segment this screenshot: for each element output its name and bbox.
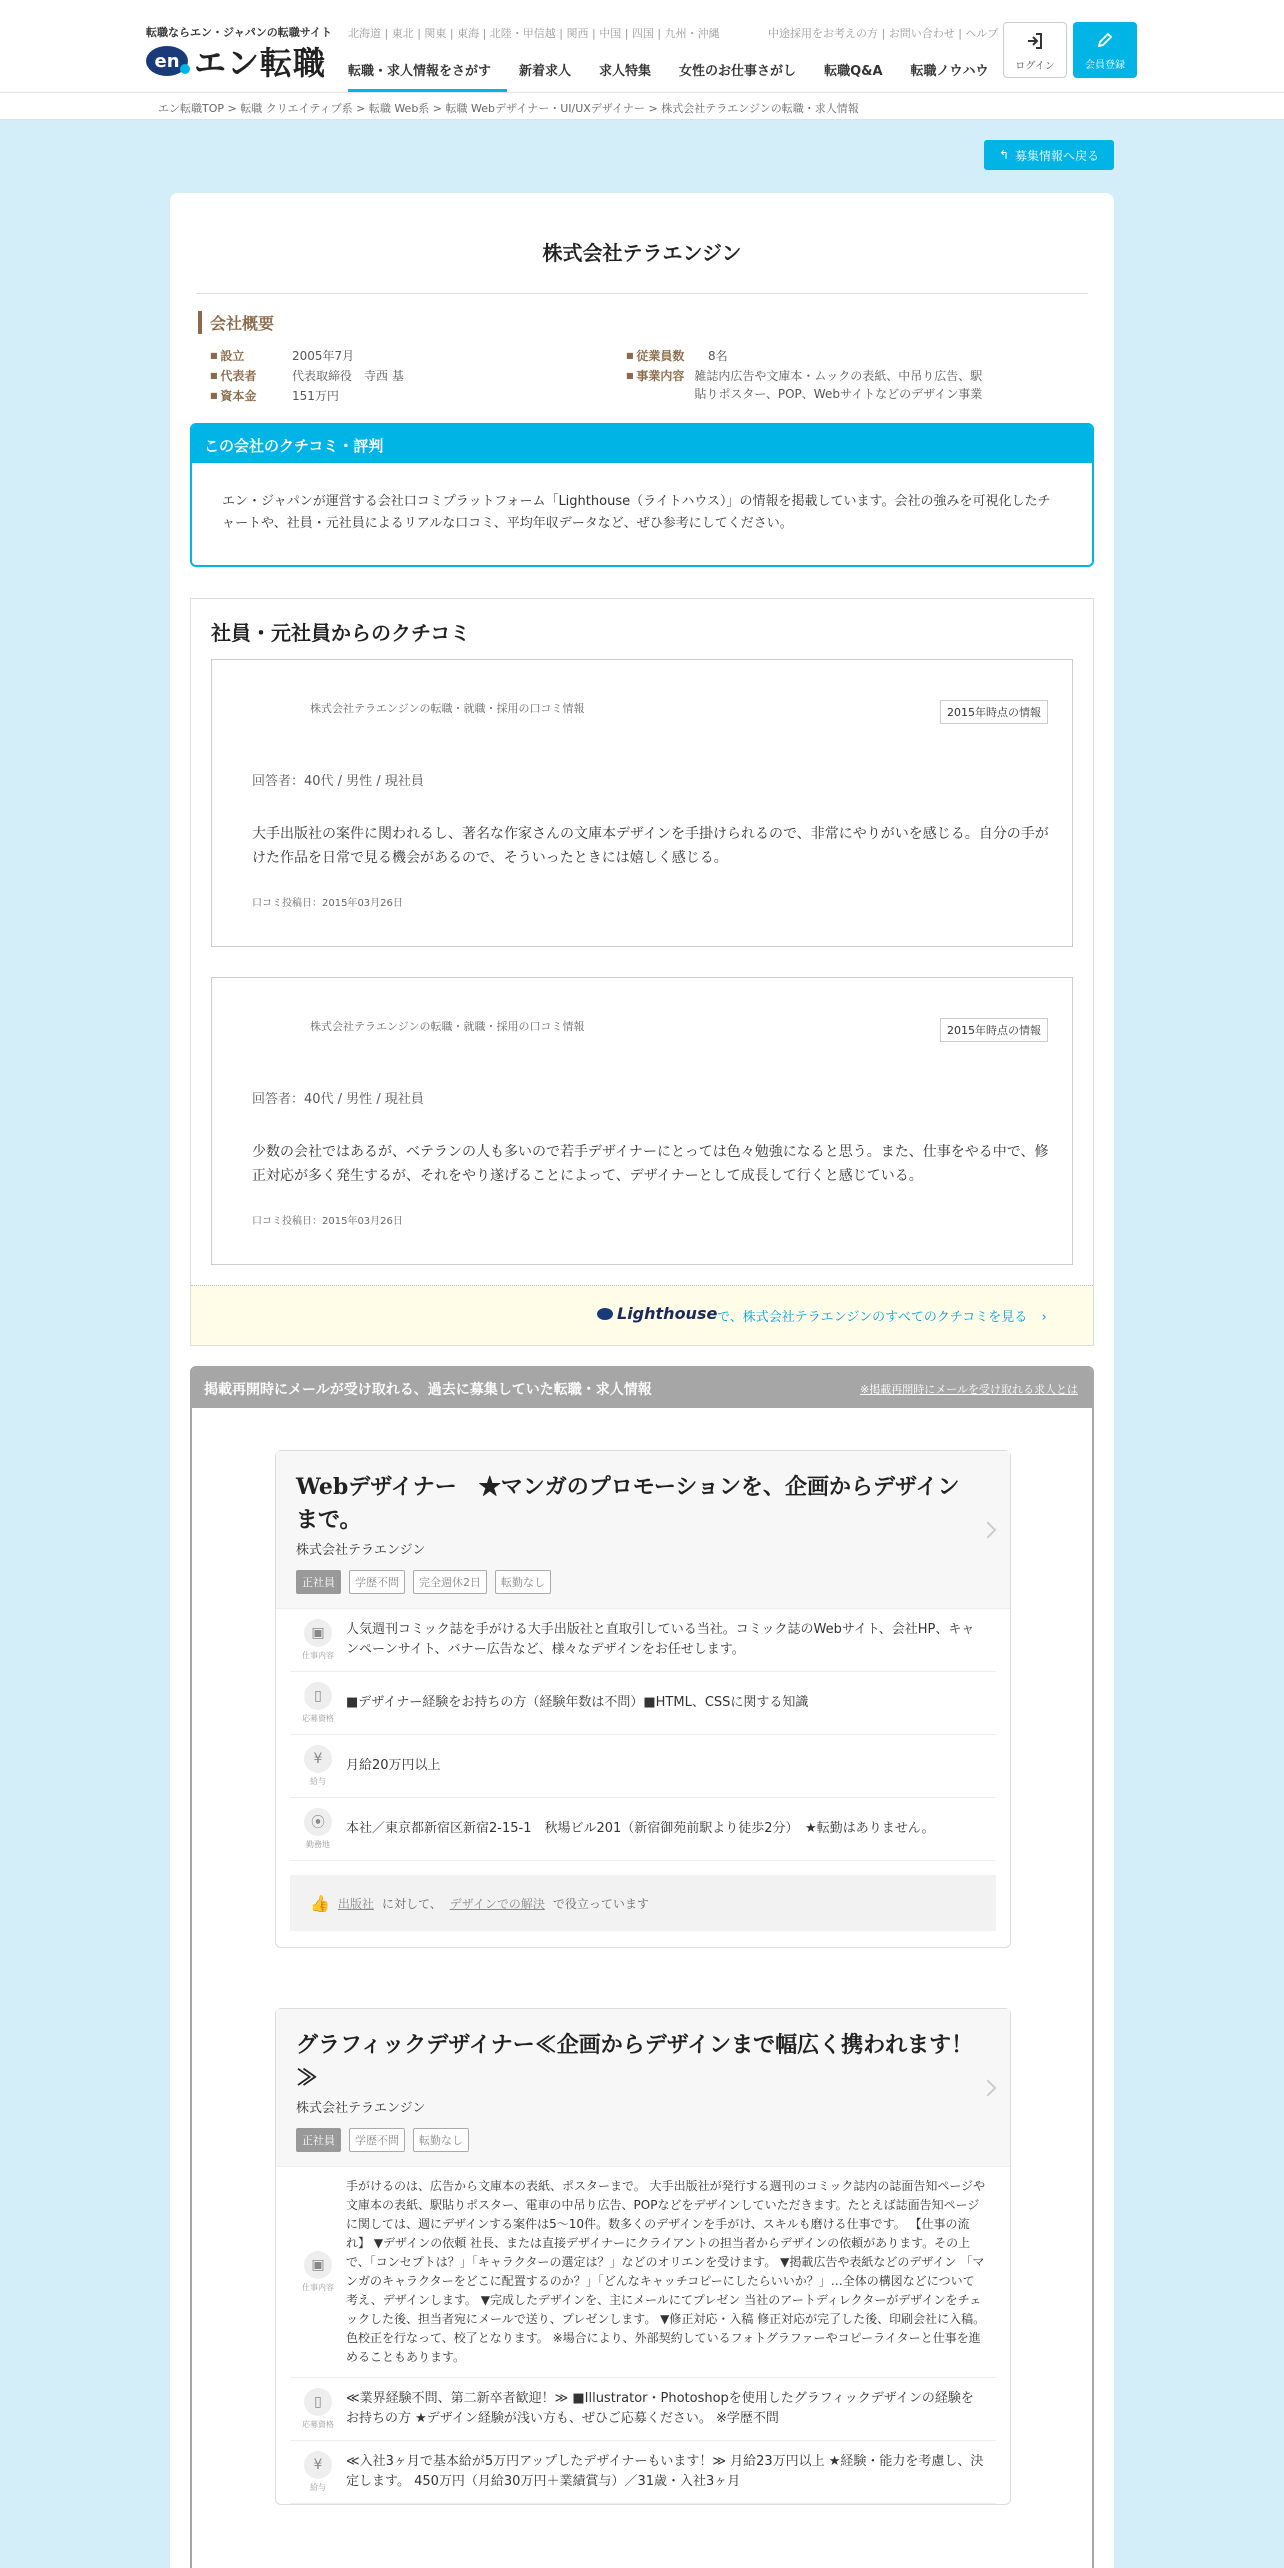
- map-pin-icon: ⦿: [304, 1808, 332, 1836]
- breadcrumb-bar: [0, 92, 1284, 120]
- overview-row: [626, 367, 986, 403]
- job-tags: [296, 1570, 990, 1594]
- kuchikomi-box-text: エン・ジャパンが運営する会社口コミプラットフォーム「Lighthouse（ライトハウス）」の情報を掲載しています。会社の強みを可視化したチャートや、社員・元社員によるリアルな口コミ、平均年収データなど、ぜひ参考にしてください。: [222, 494, 1051, 531]
- back-button-label: 募集情報へ戻る: [1015, 148, 1100, 163]
- region-links[interactable]: 北海道 | 東北 | 関東 | 東海 | 北陸・甲信越 | 関西 | 中国 | 四国 | 九州・沖縄: [348, 27, 720, 40]
- footer-link-publisher[interactable]: 出版社: [337, 1896, 374, 1911]
- page-title: 株式会社テラエンジン: [542, 241, 742, 265]
- job-tag: 学歴不問: [349, 1570, 405, 1594]
- job-work-text: 人気週刊コミック誌を手がける大手出版社と直取引している当社。コミック誌のWebサイト、会社HP、キャンペーンサイト、バナー広告など、様々なデザインをお任せします。: [346, 1622, 975, 1657]
- job-salary-row: [290, 1735, 996, 1798]
- logo-text: エン転職: [194, 44, 327, 82]
- row-icon-label: 仕事内容: [302, 1651, 334, 1660]
- row-icon: [290, 1745, 346, 1787]
- row-icon: [290, 1619, 346, 1661]
- job-company: 株式会社テラエンジン: [296, 2101, 426, 2116]
- row-icon-label: 給与: [310, 1777, 326, 1786]
- thumbs-up-icon: 👍: [310, 1893, 330, 1913]
- overview-value: 代表取締役 寺西 基: [292, 369, 404, 383]
- overview-value: 8名: [708, 349, 728, 363]
- job-work-text: 手がけるのは、広告から文庫本の表紙、ポスターまで。 大手出版社が発行する週刊のコミック誌内の誌面告知ページや文庫本の表紙、駅貼りポスター、電車の中吊り広告、POPなどをデザインしていただきます。たとえば誌面告知ページに関しては、週にデザインする案件は5～10件。数多くのデザインを手がけ、スキルも磨ける仕事です。 【仕事の流れ】 ▼デザインの依頼 社長、または直接デザイナーにクライアントの担当者からデザインの依頼があります。その上で、「コンセプトは？」「キャラクターの選定は？」などのオリエンを受けます。 ▼掲載広告や表紙などのデザイン 「マンガのキャラクターをどこに配置するのか？」「どんなキャッチコピーにしたらいいか？」…全体の構図などについて考え、デザインします。 ▼完成したデザインを、主にメールにてプレゼン 当社のアートディレクターがデザインをチェックした後、担当者宛にメールで送り、プレゼンします。 ▼修正対応・入稿 修正対応が完了した後、印刷会社に入稿。色校正を行なって、校了となります。 ※場合により、外部契約しているフォトグラファーやコピーライターと仕事を進めることもあります。: [346, 2179, 986, 2364]
- job-title[interactable]: グラフィックデザイナー≪企画からデザインまで幅広く携われます！≫: [296, 2032, 974, 2091]
- overview-value: 151万円: [292, 389, 339, 403]
- job-card-header[interactable]: [276, 1451, 1010, 1609]
- review-card: [211, 977, 1073, 1265]
- reviews-section: [190, 598, 1094, 1346]
- nav-qa[interactable]: 転職Q&A: [824, 64, 883, 79]
- review-year-badge: 2015年時点の情報: [940, 700, 1048, 724]
- en-logo-icon: en: [146, 46, 188, 76]
- review-date: 口コミ投稿日：2015年03月26日: [252, 898, 403, 909]
- site-logo[interactable]: [146, 38, 326, 84]
- briefcase-icon: ▣: [304, 2251, 332, 2279]
- past-jobs-help-link[interactable]: ※掲載再開時にメールを受け取れる求人とは: [860, 1383, 1078, 1396]
- review-body: 大手出版社の案件に関われるし、著名な作家さんの文庫本デザインを手掛けられるので、非常にやりがいを感じる。自分の手がけた作品を日常で見る機会があるので、そういったときには嬉しく感じる。: [252, 826, 1049, 866]
- job-location-text: 本社／東京都新宿区新宿2-15-1 秋場ビル201（新宿御苑前駅より徒歩2分） ★転勤はありません。: [346, 1821, 935, 1836]
- bookmark-icon: ▯: [304, 2388, 332, 2416]
- past-jobs-section: [190, 1366, 1094, 2568]
- row-icon: [290, 2251, 346, 2293]
- overview-value: 雑誌内広告や文庫本・ムックの表紙、中吊り広告、駅貼りポスター、POP、Webサイトなどのデザイン事業: [694, 369, 983, 401]
- job-qualification-text: ■デザイナー経験をお持ちの方（経験年数は不問）■HTML、CSSに関する知識: [346, 1695, 809, 1710]
- review-source: 株式会社テラエンジンの転職・就職・採用の口コミ情報: [310, 702, 585, 715]
- job-card-header[interactable]: [276, 2009, 1010, 2167]
- chevron-right-icon[interactable]: [980, 1521, 997, 1538]
- site-header: [0, 0, 1284, 92]
- review-body: 少数の会社ではあるが、ベテランの人も多いので若手デザイナーにとっては色々勉強になると思う。また、仕事をやる中で、修正対応が多く発生するが、それをやり遂げることによって、デザイナーとして成長して行くと感じている。: [252, 1144, 1049, 1184]
- logo-tagline: 転職ならエン・ジャパンの転職サイト: [146, 26, 333, 39]
- job-qualification-row: [290, 2378, 996, 2441]
- job-work-row: [290, 1609, 996, 1672]
- review-respondent: 回答者：40代 / 男性 / 現社員: [252, 774, 424, 789]
- kuchikomi-info-box: [190, 423, 1094, 567]
- lighthouse-logo-text: Lighthouse: [617, 1304, 718, 1323]
- kuchikomi-box-heading: この会社のクチコミ・評判: [192, 425, 1092, 463]
- job-qualification-text: ≪業界経験不問、第二新卒者歓迎！≫ ■Illustrator・Photoshopを使用したグラフィックデザインの経験をお持ちの方 ★デザイン経験が浅い方も、ぜひご応募ください。 ※学歴不問: [346, 2391, 974, 2426]
- lighthouse-bar: [191, 1285, 1093, 1345]
- job-salary-row: [290, 2441, 996, 2504]
- chevron-right-icon: ›: [1041, 1310, 1047, 1325]
- job-footer: [290, 1875, 996, 1931]
- job-salary-text: ≪入社3ヶ月で基本給が5万円アップしたデザイナーもいます！≫ 月給23万円以上 ★経験・能力を考慮し、決定します。 450万円（月給30万円＋業績賞与）／31歳・入社3ヶ月: [346, 2454, 984, 2489]
- breadcrumb[interactable]: エン転職TOP > 転職 クリエイティブ系 > 転職 Web系 > 転職 Webデザイナー・UI/UXデザイナー > 株式会社テラエンジンの転職・求人情報: [158, 102, 859, 115]
- job-card[interactable]: [275, 1450, 1011, 1948]
- nav-women-jobs[interactable]: 女性のお仕事さがし: [679, 64, 797, 79]
- nav-new-jobs[interactable]: 新着求人: [519, 64, 572, 79]
- row-icon: [290, 1682, 346, 1724]
- pencil-icon: [1095, 30, 1115, 50]
- divider: [196, 293, 1088, 294]
- lighthouse-logo-icon: [597, 1308, 613, 1320]
- job-qualification-row: [290, 1672, 996, 1735]
- job-card[interactable]: [275, 2008, 1011, 2505]
- bookmark-icon: ▯: [304, 1682, 332, 1710]
- utility-links[interactable]: 中途採用をお考えの方 | お問い合わせ | ヘルプ: [768, 27, 999, 40]
- review-source: 株式会社テラエンジンの転職・就職・採用の口コミ情報: [310, 1020, 585, 1033]
- job-tags: [296, 2128, 990, 2152]
- row-icon-label: 応募資格: [302, 1714, 334, 1723]
- nav-knowhow[interactable]: 転職ノウハウ: [910, 64, 989, 79]
- overview-row: [210, 347, 354, 364]
- yen-icon: ¥: [304, 2451, 332, 2479]
- back-to-job-button[interactable]: [984, 140, 1114, 170]
- review-card: [211, 659, 1073, 947]
- briefcase-icon: ▣: [304, 1619, 332, 1647]
- footer-text: に対して、: [381, 1896, 442, 1911]
- lighthouse-link-text: で、株式会社テラエンジンのすべてのクチコミを見る: [717, 1310, 1028, 1325]
- overview-label: ■ 資本金: [210, 387, 282, 404]
- review-date: 口コミ投稿日：2015年03月26日: [252, 1216, 403, 1227]
- login-label: ログイン: [1015, 61, 1055, 72]
- row-icon: [290, 1808, 346, 1850]
- review-respondent: 回答者：40代 / 男性 / 現社員: [252, 1092, 424, 1107]
- job-work-row: [290, 2167, 996, 2378]
- job-title[interactable]: Webデザイナー ★マンガのプロモーションを、企画からデザインまで。: [296, 1474, 960, 1533]
- nav-search-jobs[interactable]: 転職・求人情報をさがす: [348, 60, 507, 93]
- overview-heading: 会社概要: [198, 311, 274, 334]
- job-location-row: [290, 1798, 996, 1861]
- job-tag: 転勤なし: [495, 1570, 551, 1594]
- overview-label: ■ 代表者: [210, 367, 282, 384]
- main-nav: [348, 60, 1017, 93]
- back-arrow-icon: ↰: [998, 148, 1010, 162]
- row-icon-label: 仕事内容: [302, 2283, 334, 2292]
- chevron-right-icon[interactable]: [980, 2079, 997, 2096]
- row-icon-label: 給与: [310, 2483, 326, 2492]
- company-card: [170, 193, 1114, 2568]
- login-button[interactable]: [1003, 22, 1067, 78]
- overview-row: [210, 387, 339, 404]
- register-button[interactable]: [1073, 22, 1137, 78]
- overview-row: [626, 347, 728, 364]
- past-jobs-heading-text: 掲載再開時にメールが受け取れる、過去に募集していた転職・求人情報: [204, 1382, 652, 1398]
- overview-label: ■ 従業員数: [626, 347, 698, 364]
- job-tag: 転勤なし: [413, 2128, 469, 2152]
- overview-label: ■ 設立: [210, 347, 282, 364]
- footer-link-design[interactable]: デザインでの解決: [449, 1896, 545, 1911]
- review-year-badge: 2015年時点の情報: [940, 1018, 1048, 1042]
- job-tag: 学歴不問: [349, 2128, 405, 2152]
- overview-row: [210, 367, 404, 384]
- reviews-title: 社員・元社員からのクチコミ: [211, 621, 471, 645]
- job-tag: 正社員: [296, 1570, 341, 1594]
- lighthouse-logo: [597, 1304, 717, 1323]
- job-tag: 正社員: [296, 2128, 341, 2152]
- yen-icon: ¥: [304, 1745, 332, 1773]
- job-tag: 完全週休2日: [413, 1570, 487, 1594]
- past-jobs-heading: [192, 1368, 1092, 1408]
- nav-features[interactable]: 求人特集: [599, 64, 652, 79]
- lighthouse-all-reviews-link[interactable]: [717, 1306, 1047, 1325]
- overview-value: 2005年7月: [292, 349, 355, 363]
- row-icon-label: 応募資格: [302, 2420, 334, 2429]
- row-icon-label: 勤務地: [306, 1840, 330, 1849]
- row-icon: [290, 2451, 346, 2493]
- overview-label: ■ 事業内容: [626, 367, 684, 403]
- login-icon: [1025, 31, 1045, 51]
- register-label: 会員登録: [1085, 60, 1125, 71]
- row-icon: [290, 2388, 346, 2430]
- job-salary-text: 月給20万円以上: [346, 1758, 441, 1773]
- footer-text: で役立っています: [552, 1896, 649, 1911]
- job-company: 株式会社テラエンジン: [296, 1543, 426, 1558]
